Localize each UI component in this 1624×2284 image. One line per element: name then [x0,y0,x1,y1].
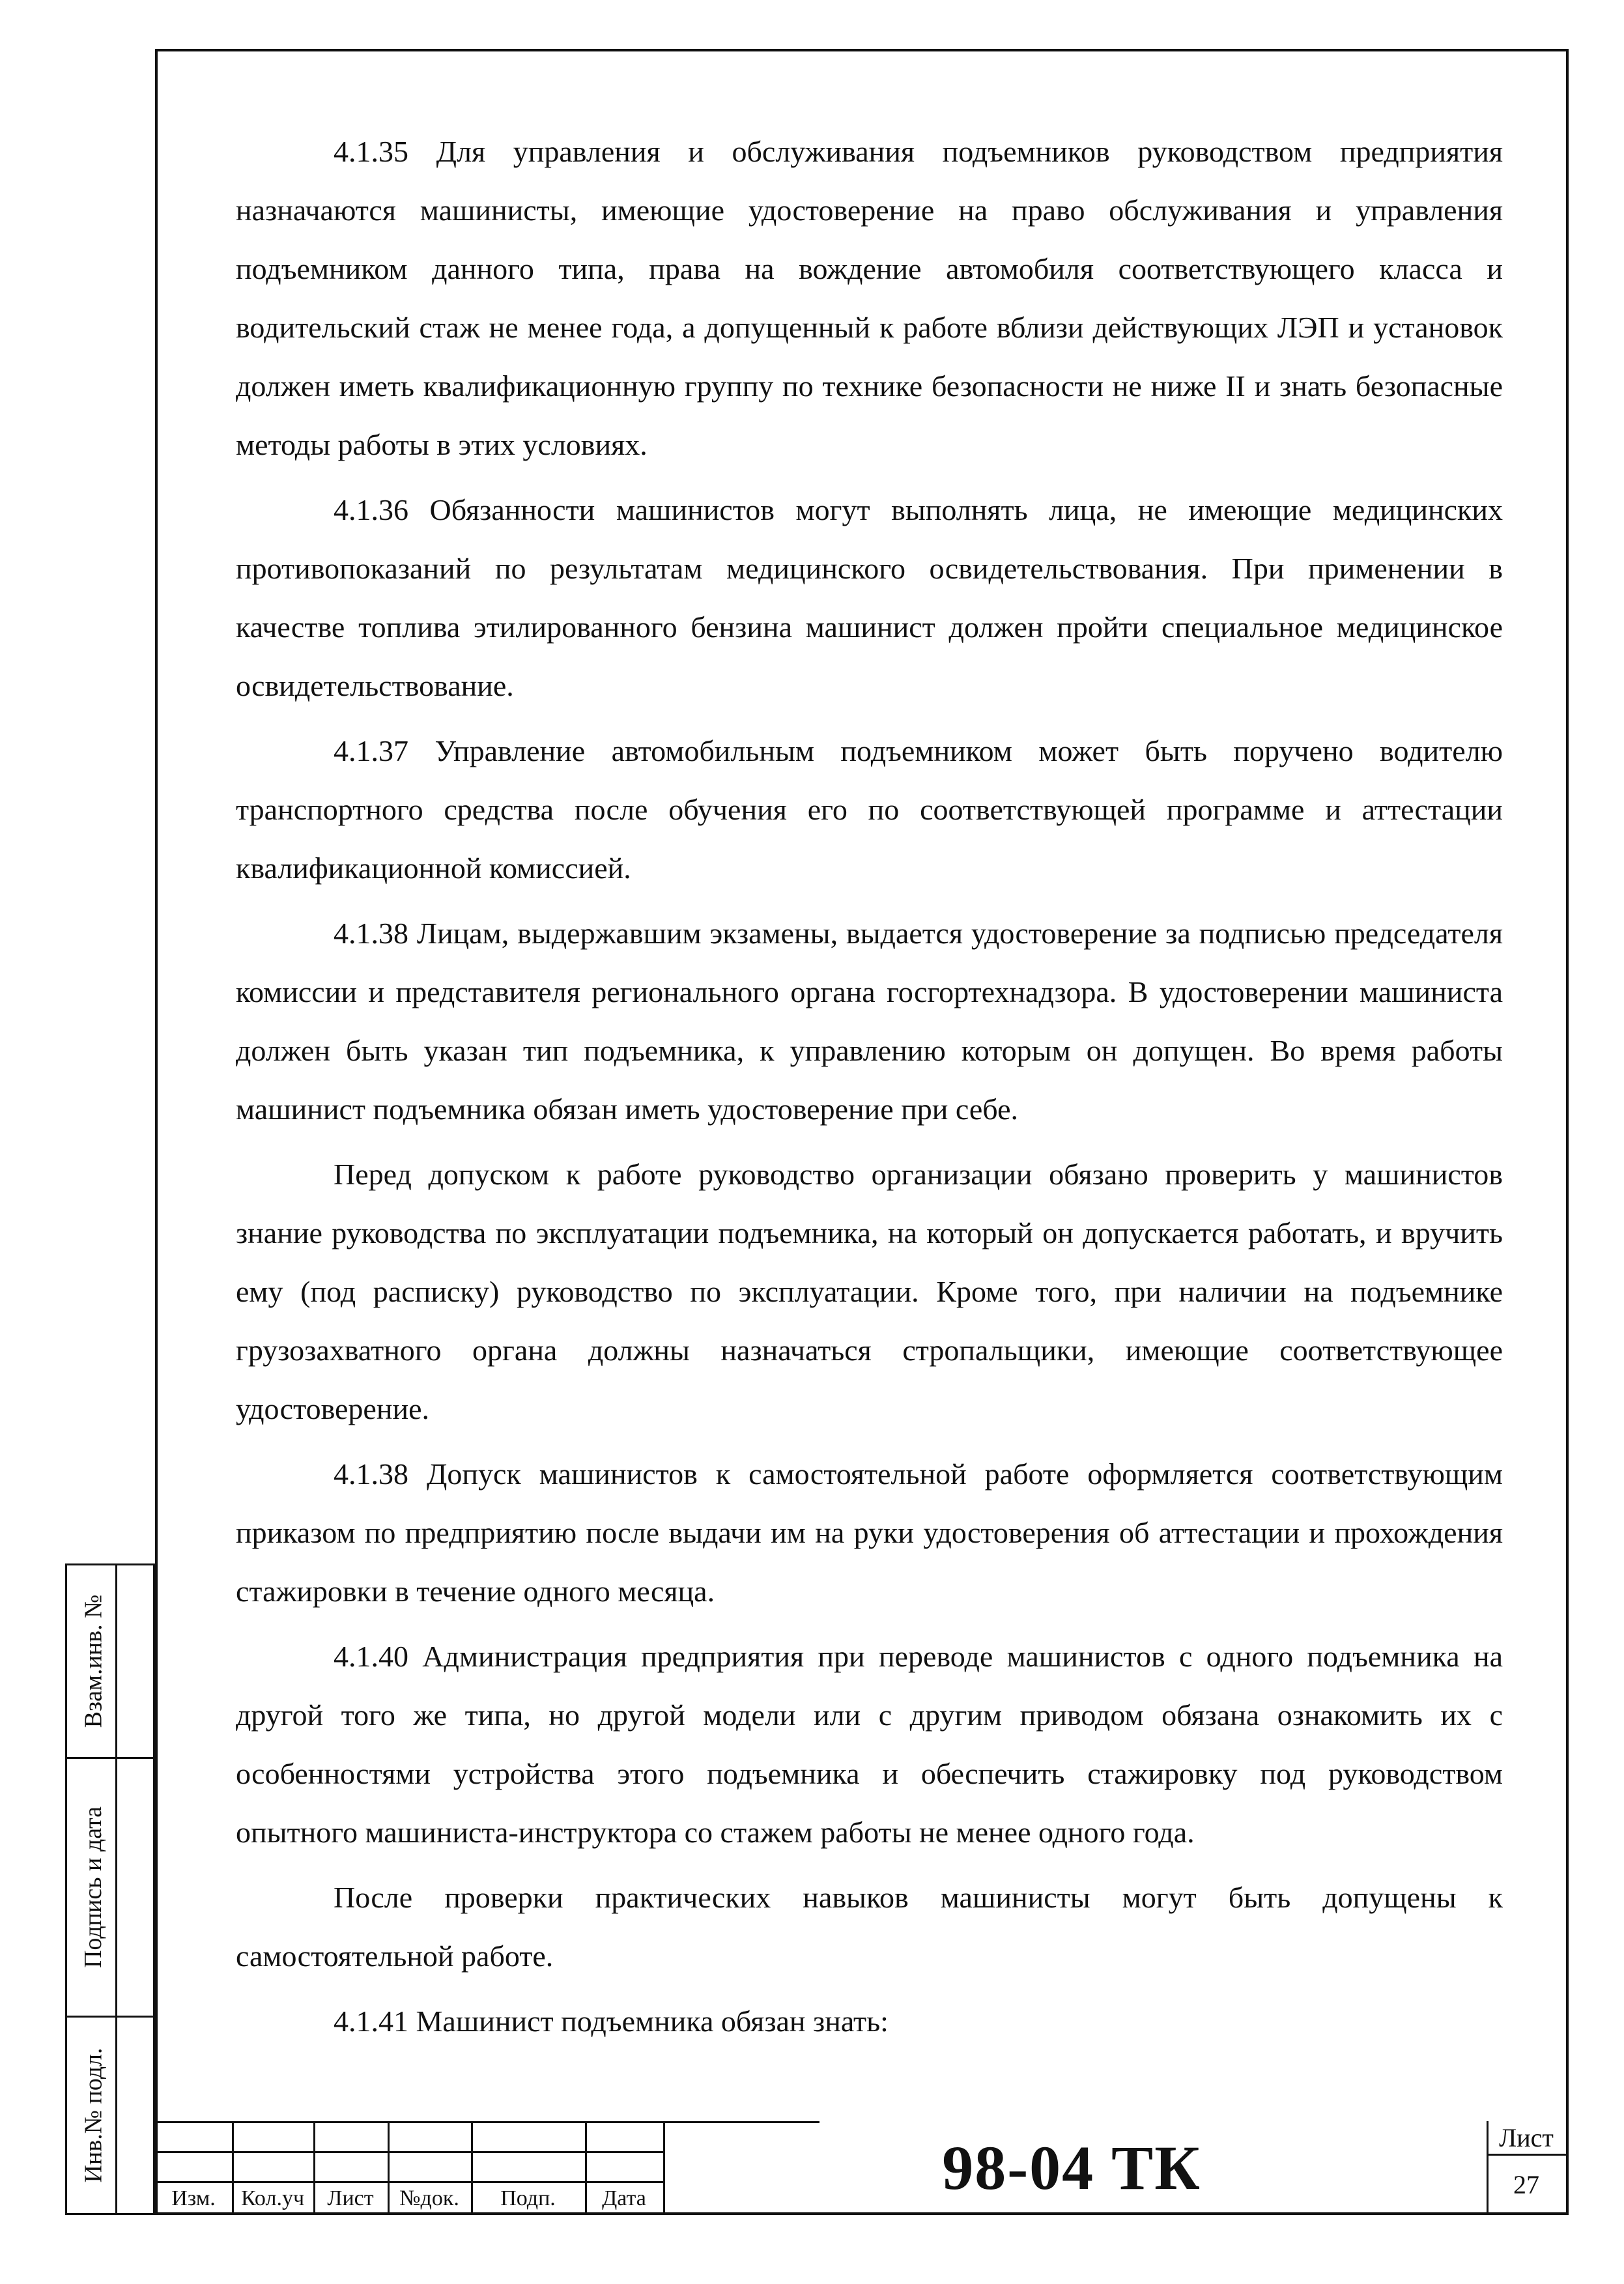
paragraph-4-1-38: 4.1.38 Лицам, выдержавшим экзамены, выдается удостоверение за подписью председателя комиссии и представителя регионального органа госгортехнадзора. В удостоверении машиниста должен быть указан тип подъемника, к управлению которым он допущен. Во время работы машинист подъемника обязан иметь удостоверение при себе. [236,917,1503,1126]
paragraph-admission: Перед допуском к работе руководство организации обязано проверить у машинистов знание руководства по эксплуатации подъемника, на который он допускается работать, и вручить ему (под расписку) руководство по эксплуатации. Кроме того, при наличии на подъемнике грузозахватного органа должны назначаться стропальщики, имеющие соответствующее удостоверение. [236,1158,1503,1425]
tb-kol: Кол.уч [240,2186,305,2210]
side-label-podpis: Подпись и дата [79,1806,107,1969]
paragraph-4-1-38b: 4.1.38 Допуск машинистов к самостоятельной работе оформляется соответствующим приказом по предприятию после выдачи им на руки удостоверения об аттестации и прохождения стажировки в течение одного месяца. [236,1457,1503,1608]
tb-izm: Изм. [171,2186,216,2210]
tb-podp: Подп. [500,2186,556,2210]
document-code: 98-04 ТК [942,2133,1201,2203]
tb-data: Дата [602,2186,646,2210]
paragraph-practical-check: После проверки практических навыков машинисты могут быть допущены к самостоятельной работе. [236,1881,1503,1973]
tb-ndok: №док. [399,2186,459,2210]
side-stamp [65,1563,155,2215]
paragraph-4-1-35: 4.1.35 Для управления и обслуживания подъемников руководством предприятия назначаются машинисты, имеющие удостоверение на право обслуживания и управления подъемником данного типа, права на вождение автомобиля соответствующего класса и водительский стаж не менее года, а допущенный к работе вблизи действующих ЛЭП и установок должен иметь квалификационную группу по технике безопасности не ниже II и знать безопасные методы работы в этих условиях. [236,135,1503,461]
side-label-vzam: Взам.инв. № [79,1594,107,1728]
paragraph-4-1-37: 4.1.37 Управление автомобильным подъемником может быть поручено водителю транспортного средства после обучения его по соответствующей программе и аттестации квалификационной комиссией. [236,734,1503,885]
side-label-inv: Инв.№ подл. [79,2048,107,2183]
side-cell-inv [65,2016,155,2215]
paragraph-4-1-41: 4.1.41 Машинист подъемника обязан знать: [334,2005,889,2038]
document-body [236,122,1503,2057]
side-cell-vzam [65,1563,155,1759]
sheet-number: 27 [1513,2170,1539,2199]
tb-list: Лист [327,2186,374,2210]
paragraph-4-1-40: 4.1.40 Администрация предприятия при переводе машинистов с одного подъемника на другой того же типа, но другой модели или с другим приводом обязана ознакомить их с особенностями устройства этого подъемника и обеспечить стажировку под руководством опытного машиниста-инструктора со стажем работы не менее одного года. [236,1640,1503,1849]
paragraph-4-1-36: 4.1.36 Обязанности машинистов могут выполнять лица, не имеющие медицинских противопоказаний по результатам медицинского освидетельствования. При применении в качестве топлива этилированного бензина машинист должен пройти специальное медицинское освидетельствование. [236,493,1503,702]
sheet-label: Лист [1499,2123,1554,2152]
side-cell-podpis [65,1757,155,2018]
